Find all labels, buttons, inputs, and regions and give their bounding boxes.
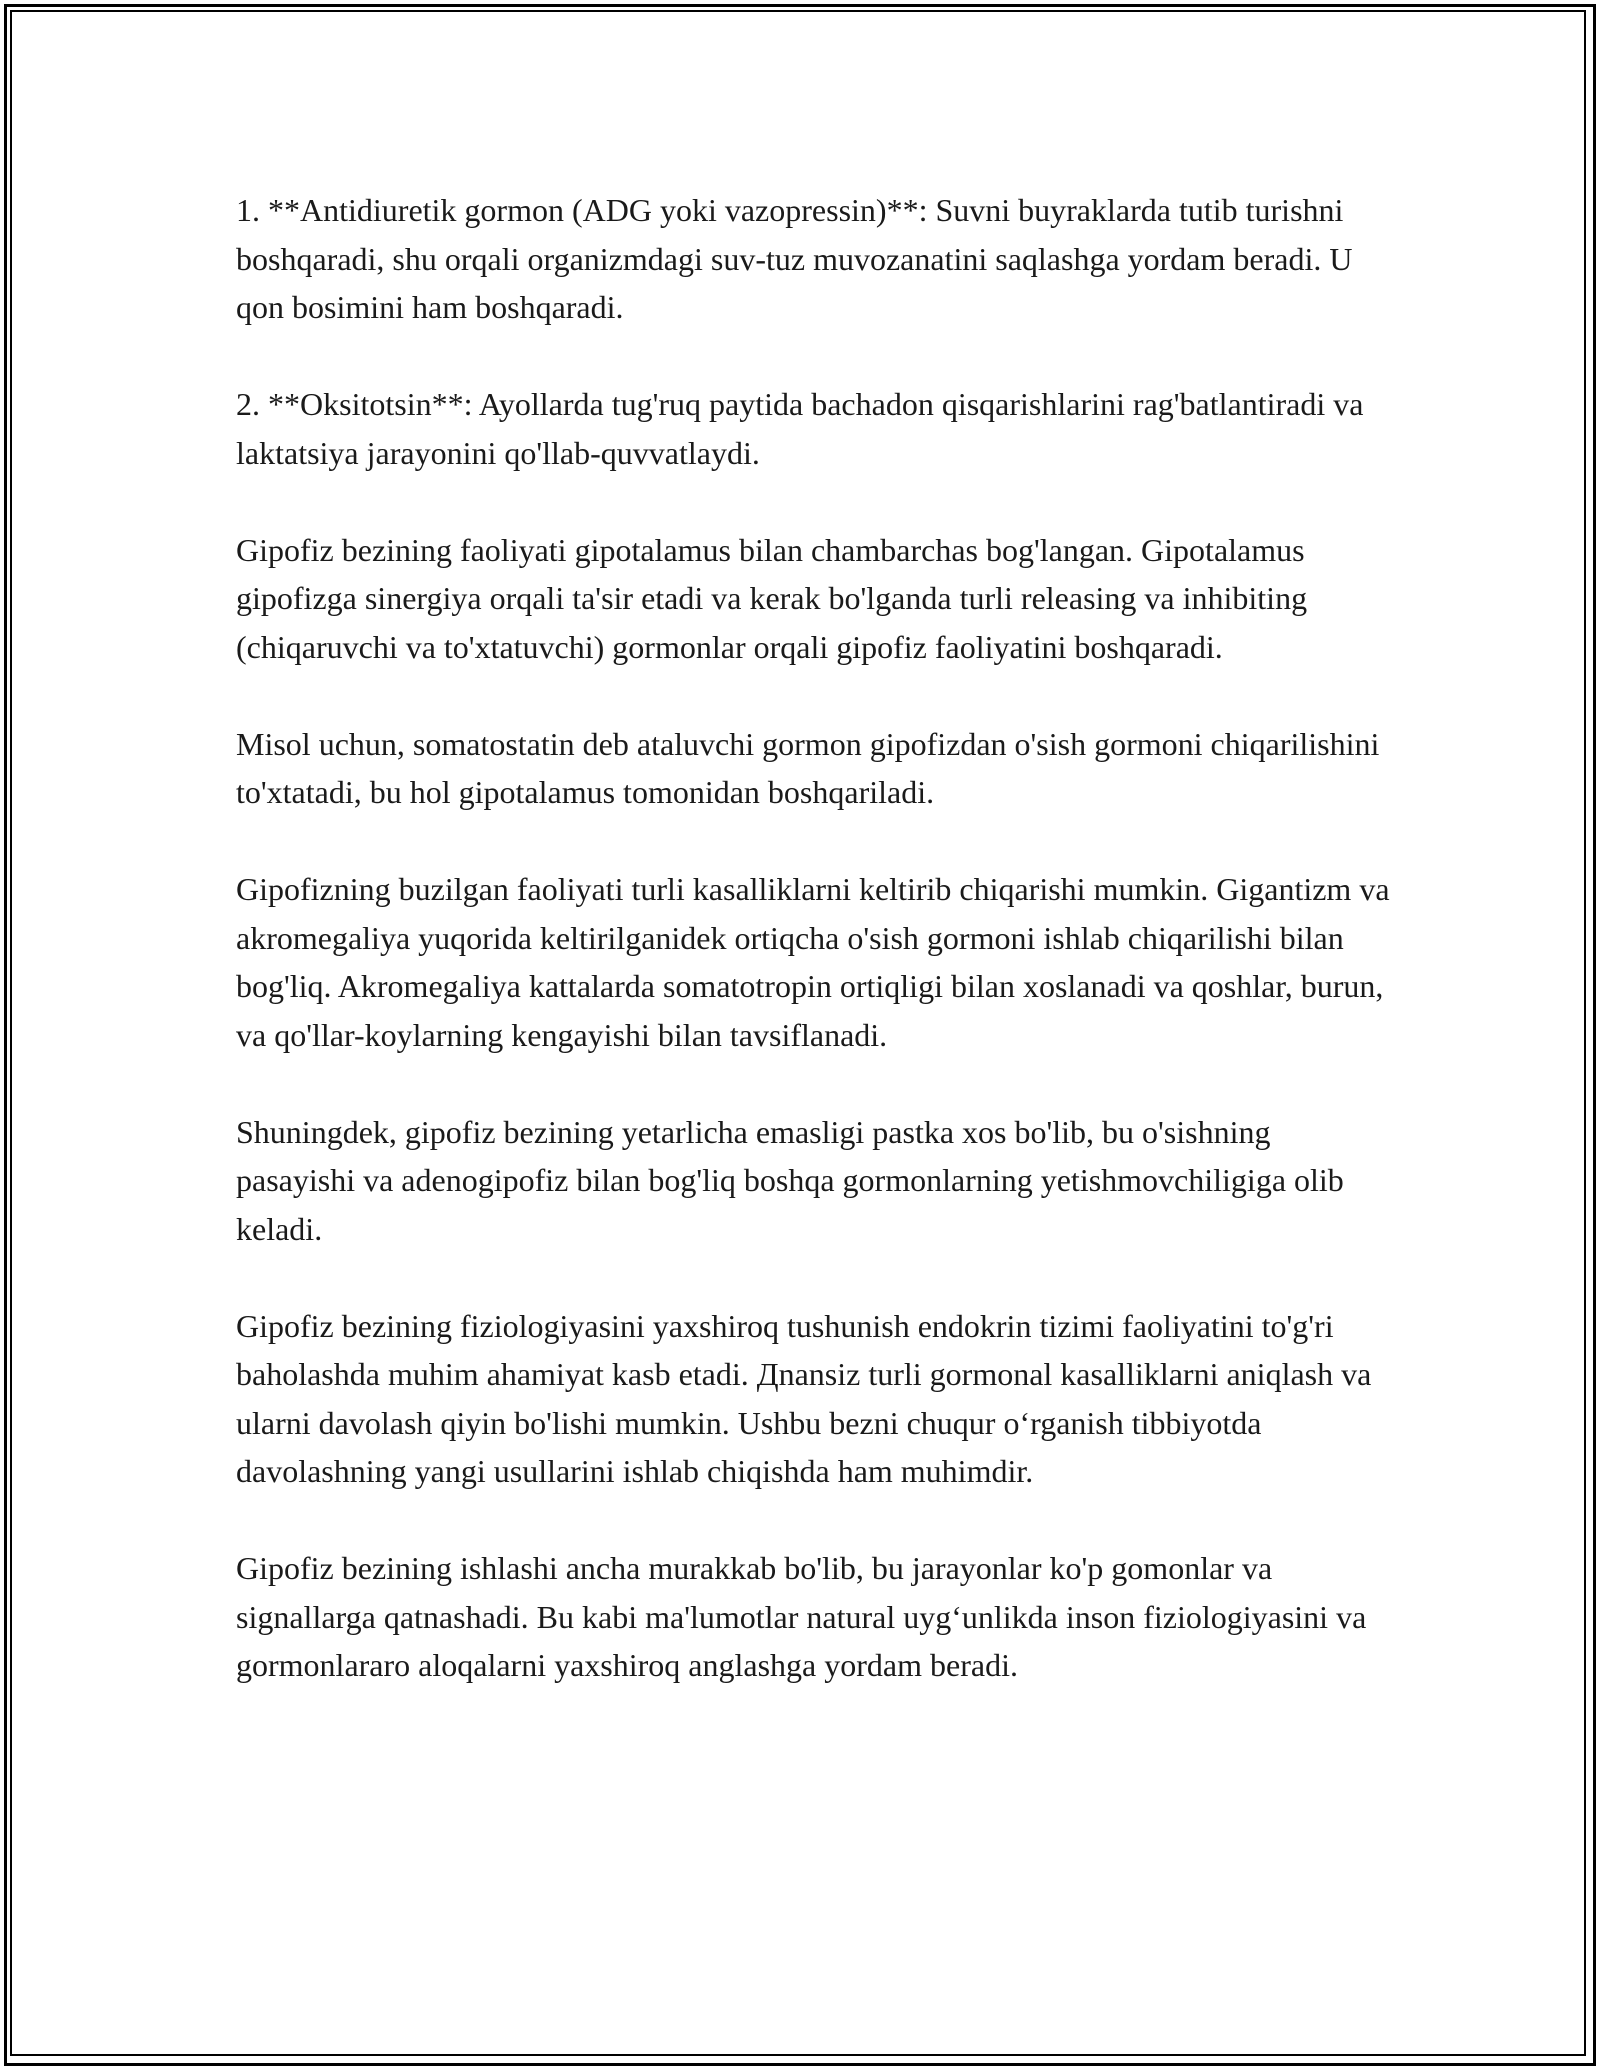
paragraph-adh: 1. **Antidiuretik gormon (ADG yoki vazopressin)**: Suvni buyraklarda tutib turishni boshqaradi, shu orqali organizmdagi suv-tuz muvozanatini saqlashga yordam beradi. U qon bosimini ham boshqaradi. xyxy=(236,192,1353,325)
paragraph-hypothalamus-link: Gipofiz bezining faoliyati gipotalamus bilan chambarchas bog'langan. Gipotalamus gipofizga sinergiya orqali ta'sir etadi va kerak bo'lganda turli releasing va inhibiting (chiqaruvchi va to'xtatuvchi) gormonlar orqali gipofiz faoliyatini boshqaradi. xyxy=(236,531,1308,665)
paragraph-conclusion: Gipofiz bezining ishlashi ancha murakkab bo'lib, bu jarayonlar ko'p gomonlar va signallarga qatnashadi. Bu kabi ma'lumotlar natural uyg‘unlikda inson fiziologiyasini va gormonlararo aloqalarni yaxshiroq anglashga yordam beradi. xyxy=(236,1550,1367,1683)
paragraph-physiology-importance: Gipofiz bezining fiziologiyasini yaxshiroq tushunish endokrin tizimi faoliyatini to'g'ri baholashda muhim ahamiyat kasb etadi. Дnansiz turli gormonal kasalliklarni aniqlash va ularni davolash qiyin bo'lishi mumkin. Ushbu bezni chuqur o‘rganish tibbiyotda davolashning yangi usullarini ishlab chiqishda ham muhimdir. xyxy=(236,1307,1372,1489)
document-body xyxy=(236,186,1396,1738)
paragraph-disorders: Gipofizning buzilgan faoliyati turli kasalliklarni keltirib chiqarishi mumkin. Gigantizm va akromegaliya yuqorida keltirilganidek ortiqcha o'sish gormoni ishlab chiqarilishi bilan bog'liq. Akromegaliya kattalarda somatotropin ortiqligi bilan xoslanadi va qoshlar, burun, va qo'llar-koylarning kengayishi bilan tavsiflanadi. xyxy=(236,871,1390,1053)
paragraph-oxytocin: 2. **Oksitotsin**: Ayollarda tug'ruq paytida bachadon qisqarishlarini rag'batlantiradi va laktatsiya jarayonini qo'llab-quvvatlaydi. xyxy=(236,386,1364,471)
paragraph-somatostatin-example: Misol uchun, somatostatin deb ataluvchi gormon gipofizdan o'sish gormoni chiqarilishini to'xtatadi, bu hol gipotalamus tomonidan boshqariladi. xyxy=(236,725,1380,810)
paragraph-insufficiency: Shuningdek, gipofiz bezining yetarlicha emasligi pastka xos bo'lib, bu o'sishning pasayishi va adenogipofiz bilan bog'liq boshqa gormonlarning yetishmovchiligiga olib keladi. xyxy=(236,1113,1344,1247)
